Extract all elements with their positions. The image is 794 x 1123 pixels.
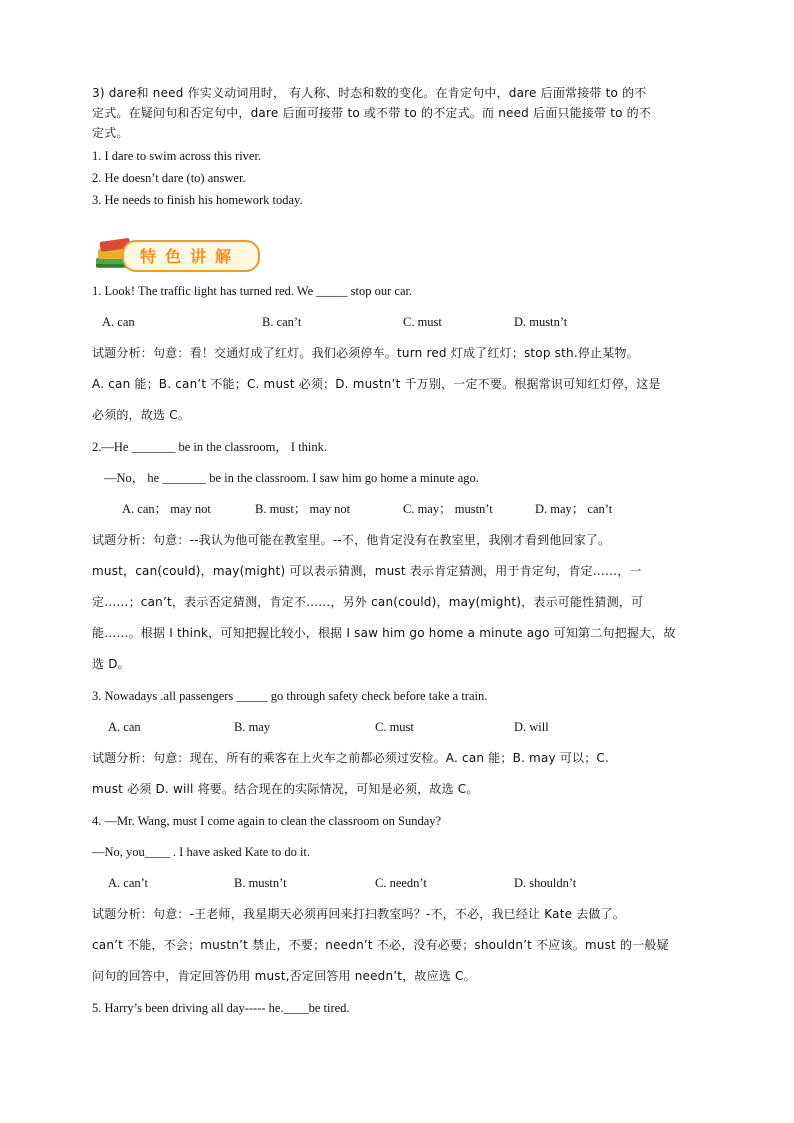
section-banner (92, 234, 262, 274)
option-d: D. will (514, 720, 549, 734)
option-b: B. can’t (262, 315, 302, 329)
option-a: A. can； may not (122, 502, 211, 516)
question-stem: 5. Harry’s been driving all day----- he.____be tired. (92, 1001, 350, 1015)
analysis-line: must，can(could)，may(might) 可以表示猜测，must 表示肯定猜测，用于肯定句，肯定……，一 (92, 564, 642, 578)
analysis-line: 能……。根据 I think，可知把握比较小，根据 I saw him go home a minute ago 可知第二句把握大，故 (92, 626, 676, 640)
analysis-line: 选 D。 (92, 657, 130, 671)
intro-line: 定式。 (92, 126, 129, 140)
option-c: C. must (403, 315, 442, 329)
example-sentence: 3. He needs to finish his homework today. (92, 193, 303, 207)
option-d: D. shouldn’t (514, 876, 577, 890)
analysis-line: 问句的回答中，肯定回答仍用 must,否定回答用 needn’t，故应选 C。 (92, 969, 476, 983)
option-d: D. mustn’t (514, 315, 568, 329)
option-a: A. can (102, 315, 135, 329)
analysis-line: A. can 能；B. can’t 不能；C. must 必须；D. mustn’t 千万别，一定不要。根据常识可知红灯停，这是 (92, 377, 661, 391)
analysis-line: 试题分析：句意：-王老师，我星期天必须再回来打扫教室吗？-不，不必，我已经让 Kate 去做了。 (92, 907, 625, 921)
option-d: D. may； can’t (535, 502, 613, 516)
analysis-line: must 必须 D. will 将要。结合现在的实际情况，可知是必须，故选 C。 (92, 782, 479, 796)
option-c: C. needn’t (375, 876, 427, 890)
option-b: B. mustn’t (234, 876, 287, 890)
analysis-line: 试题分析：句意：看！交通灯成了红灯。我们必须停车。turn red 灯成了红灯；stop sth.停止某物。 (92, 346, 639, 360)
option-a: A. can’t (108, 876, 149, 890)
banner-title: 特色讲解 (140, 247, 241, 266)
intro-line: 3) dare和 need 作实义动词用时， 有人称、时态和数的变化。在肯定句中，dare 后面常接带 to 的不 (92, 86, 647, 100)
example-sentence: 1. I dare to swim across this river. (92, 149, 262, 163)
option-a: A. can (108, 720, 141, 734)
example-sentence: 2. He doesn’t dare (to) answer. (92, 171, 246, 185)
intro-line: 定式。在疑问句和否定句中，dare 后面可接带 to 或不带 to 的不定式。而 need 后面只能接带 to 的不 (92, 106, 652, 120)
question-stem: 1. Look! The traffic light has turned red. We _____ stop our car. (92, 284, 413, 298)
analysis-line: 必须的，故选 C。 (92, 408, 190, 422)
option-b: B. must； may not (255, 502, 351, 516)
question-stem: 2.—He _______ be in the classroom， I think. (92, 440, 328, 454)
option-c: C. may； mustn’t (403, 502, 493, 516)
question-stem: —No， he _______ be in the classroom. I saw him go home a minute ago. (104, 471, 479, 485)
question-stem: 4. —Mr. Wang, must I come again to clean the classroom on Sunday? (92, 814, 442, 828)
analysis-line: 试题分析：句意：现在，所有的乘客在上火车之前都必须过安检。A. can 能；B. may 可以；C. (92, 751, 610, 765)
question-stem: 3. Nowadays .all passengers _____ go through safety check before take a train. (92, 689, 488, 703)
option-b: B. may (234, 720, 271, 734)
option-c: C. must (375, 720, 414, 734)
analysis-line: can’t 不能，不会；mustn’t 禁止，不要；needn’t 不必，没有必要；shouldn’t 不应该。must 的一般疑 (92, 938, 669, 952)
analysis-line: 试题分析：句意：--我认为他可能在教室里。--不，他肯定没有在教室里，我刚才看到他回家了。 (92, 533, 611, 547)
analysis-line: 定……；can’t，表示否定猜测，肯定不……，另外 can(could)，may(might)，表示可能性猜测，可 (92, 595, 644, 609)
question-stem: —No, you____ . I have asked Kate to do it. (92, 845, 311, 859)
